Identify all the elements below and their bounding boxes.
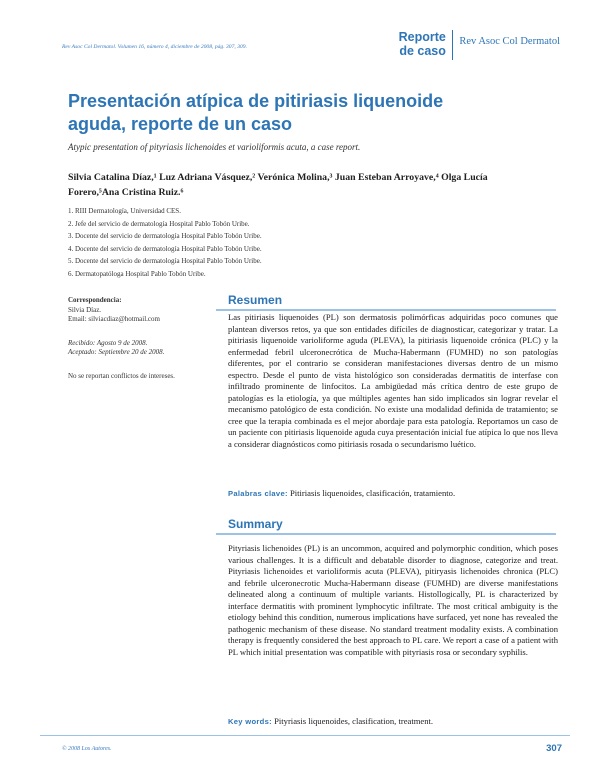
affiliation-item: 5. Docente del servicio de dermatología Hospital Pablo Tobón Uribe. — [68, 257, 262, 266]
affiliation-item: 4. Docente del servicio de dermatología Hospital Pablo Tobón Uribe. — [68, 244, 262, 253]
resumen-keywords-text: Pitiriasis liquenoides, clasificación, tratamiento. — [289, 488, 456, 498]
received-date: Recibido: Agosto 9 de 2008. — [68, 338, 148, 347]
correspondence-email: Email: silviacdiaz@hotmail.com — [68, 315, 160, 323]
resumen-rule — [216, 309, 556, 311]
section-label-line2: de caso — [399, 44, 446, 58]
affiliation-item: 2. Jefe del servicio de dermatología Hospital Pablo Tobón Uribe. — [68, 219, 250, 228]
author-list: Silvia Catalina Díaz,¹ Luz Adriana Vásquez,² Verónica Molina,³ Juan Esteban Arroyave,⁴ Olga Lucía Forero,⁵Ana Cristina Ruiz.⁶ — [68, 172, 488, 198]
header-block — [399, 30, 560, 60]
affiliation-item: 6. Dermatopatóloga Hospital Pablo Tobón Uribe. — [68, 269, 206, 278]
journal-citation: Rev Asoc Col Dermatol. Volumen 16, número 4, diciembre de 2008, pág. 307, 309. — [62, 44, 247, 50]
correspondence-block — [68, 296, 208, 381]
article-subtitle: Atypic presentation of pityriasis lichenoides et varioliformis acuta, a case report. — [68, 142, 361, 152]
summary-body: Pityriasis lichenoides (PL) is an uncommon, acquired and polymorphic condition, which poses various challenges. It is a difficult and debatable disorder to diagnose, categorize and treat. Pityriasis lichenoides et varioliformis acuta (PLEVA), pitiryasis lichenoides chronica (PLC) and febrile ulceronecrotic Mucha-Habermann disease (FUMHD) are diverse manifestations delineated along a continuum of multiple variants. Histollogically, PL is characterized by interface dermatitis with prominent lymphocytic infiltrate. The most critical ambiguity is the etiology behind this condition, numerous implications have surfaced, yet none has revealed the pathogenic mechanism of these disease. No standard treatment modality exists. A combination therapy is frequently considered the best approach to PL care. We report a case of a patient with PL which initial presentation was compatible with pityriasis rosa or secondary syphilis. — [228, 543, 558, 657]
section-label-line1: Reporte — [398, 30, 446, 44]
resumen-heading: Resumen — [228, 293, 283, 307]
journal-name: Rev Asoc Col Dermatol — [459, 36, 560, 47]
correspondence-name: Silvia Díaz. — [68, 305, 102, 314]
affiliation-item: 1. RIII Dermatología, Universidad CES. — [68, 207, 181, 215]
resumen-keywords-label: Palabras clave: — [228, 489, 288, 498]
correspondence-label: Correspondencia: — [68, 296, 122, 304]
affiliation-item: 3. Docente del servicio de dermatología Hospital Pablo Tobón Uribe. — [68, 232, 262, 241]
summary-rule — [216, 533, 556, 535]
dates-block — [68, 339, 208, 358]
section-label — [399, 30, 452, 58]
summary-keywords-text: Pityriasis liquenoides, clasification, treatment. — [274, 716, 434, 726]
resumen-keywords — [228, 488, 558, 498]
affiliation-list — [68, 205, 262, 281]
resumen-body: Las pitiriasis liquenoides (PL) son dermatosis polimórficas adquiridas poco comunes que plantean diversos retos, ya que son entidades difíciles de diagnosticar, categorizar y tratar. La pitiriasis liquenoide varioliforme aguda (PLEVA), la pitiriasis liquenoide crónica (PLC) y la enfermedad febril ulceronecrótica de Mucha-Habermann (FUMHD) no son patologías diferentes, por el contrario se consideran manifestaciones diversas dentro de un mismo espectro. Desde el punto de vista histológico son consideradas dermatitis de interfase con infiltrado prominente de linfocitos. La ambigüedad más crítica dentro de este grupo de patologías es la etiología, ya que múltiples agentes han sido implicados sin lograr revelar el mecanismo patológico de esta condición. No existe una modalidad definida de tratamiento; se cree que la terapia combinada es el mejor abordaje para esta patología. Reportamos un caso de un paciente con pitiriasis liquenoide aguda cuya presentación inicial fue atípica lo que nos lleva a considerar diagnósticos como pitiriasis rosada o secundarismo luético. — [228, 312, 558, 449]
summary-keywords-label: Key words: — [228, 717, 272, 726]
conflict-statement: No se reportan conflictos de intereses. — [68, 371, 175, 380]
accepted-date: Aceptado: Septiembre 20 de 2008. — [68, 348, 165, 356]
article-title: Presentación atípica de pitiriasis liquenoide aguda, reporte de un caso — [68, 91, 444, 134]
page-number: 307 — [546, 743, 562, 754]
footer-rule — [40, 735, 570, 736]
summary-keywords — [228, 716, 558, 726]
copyright: © 2008 Los Autores. — [62, 746, 112, 752]
summary-heading: Summary — [228, 517, 283, 531]
